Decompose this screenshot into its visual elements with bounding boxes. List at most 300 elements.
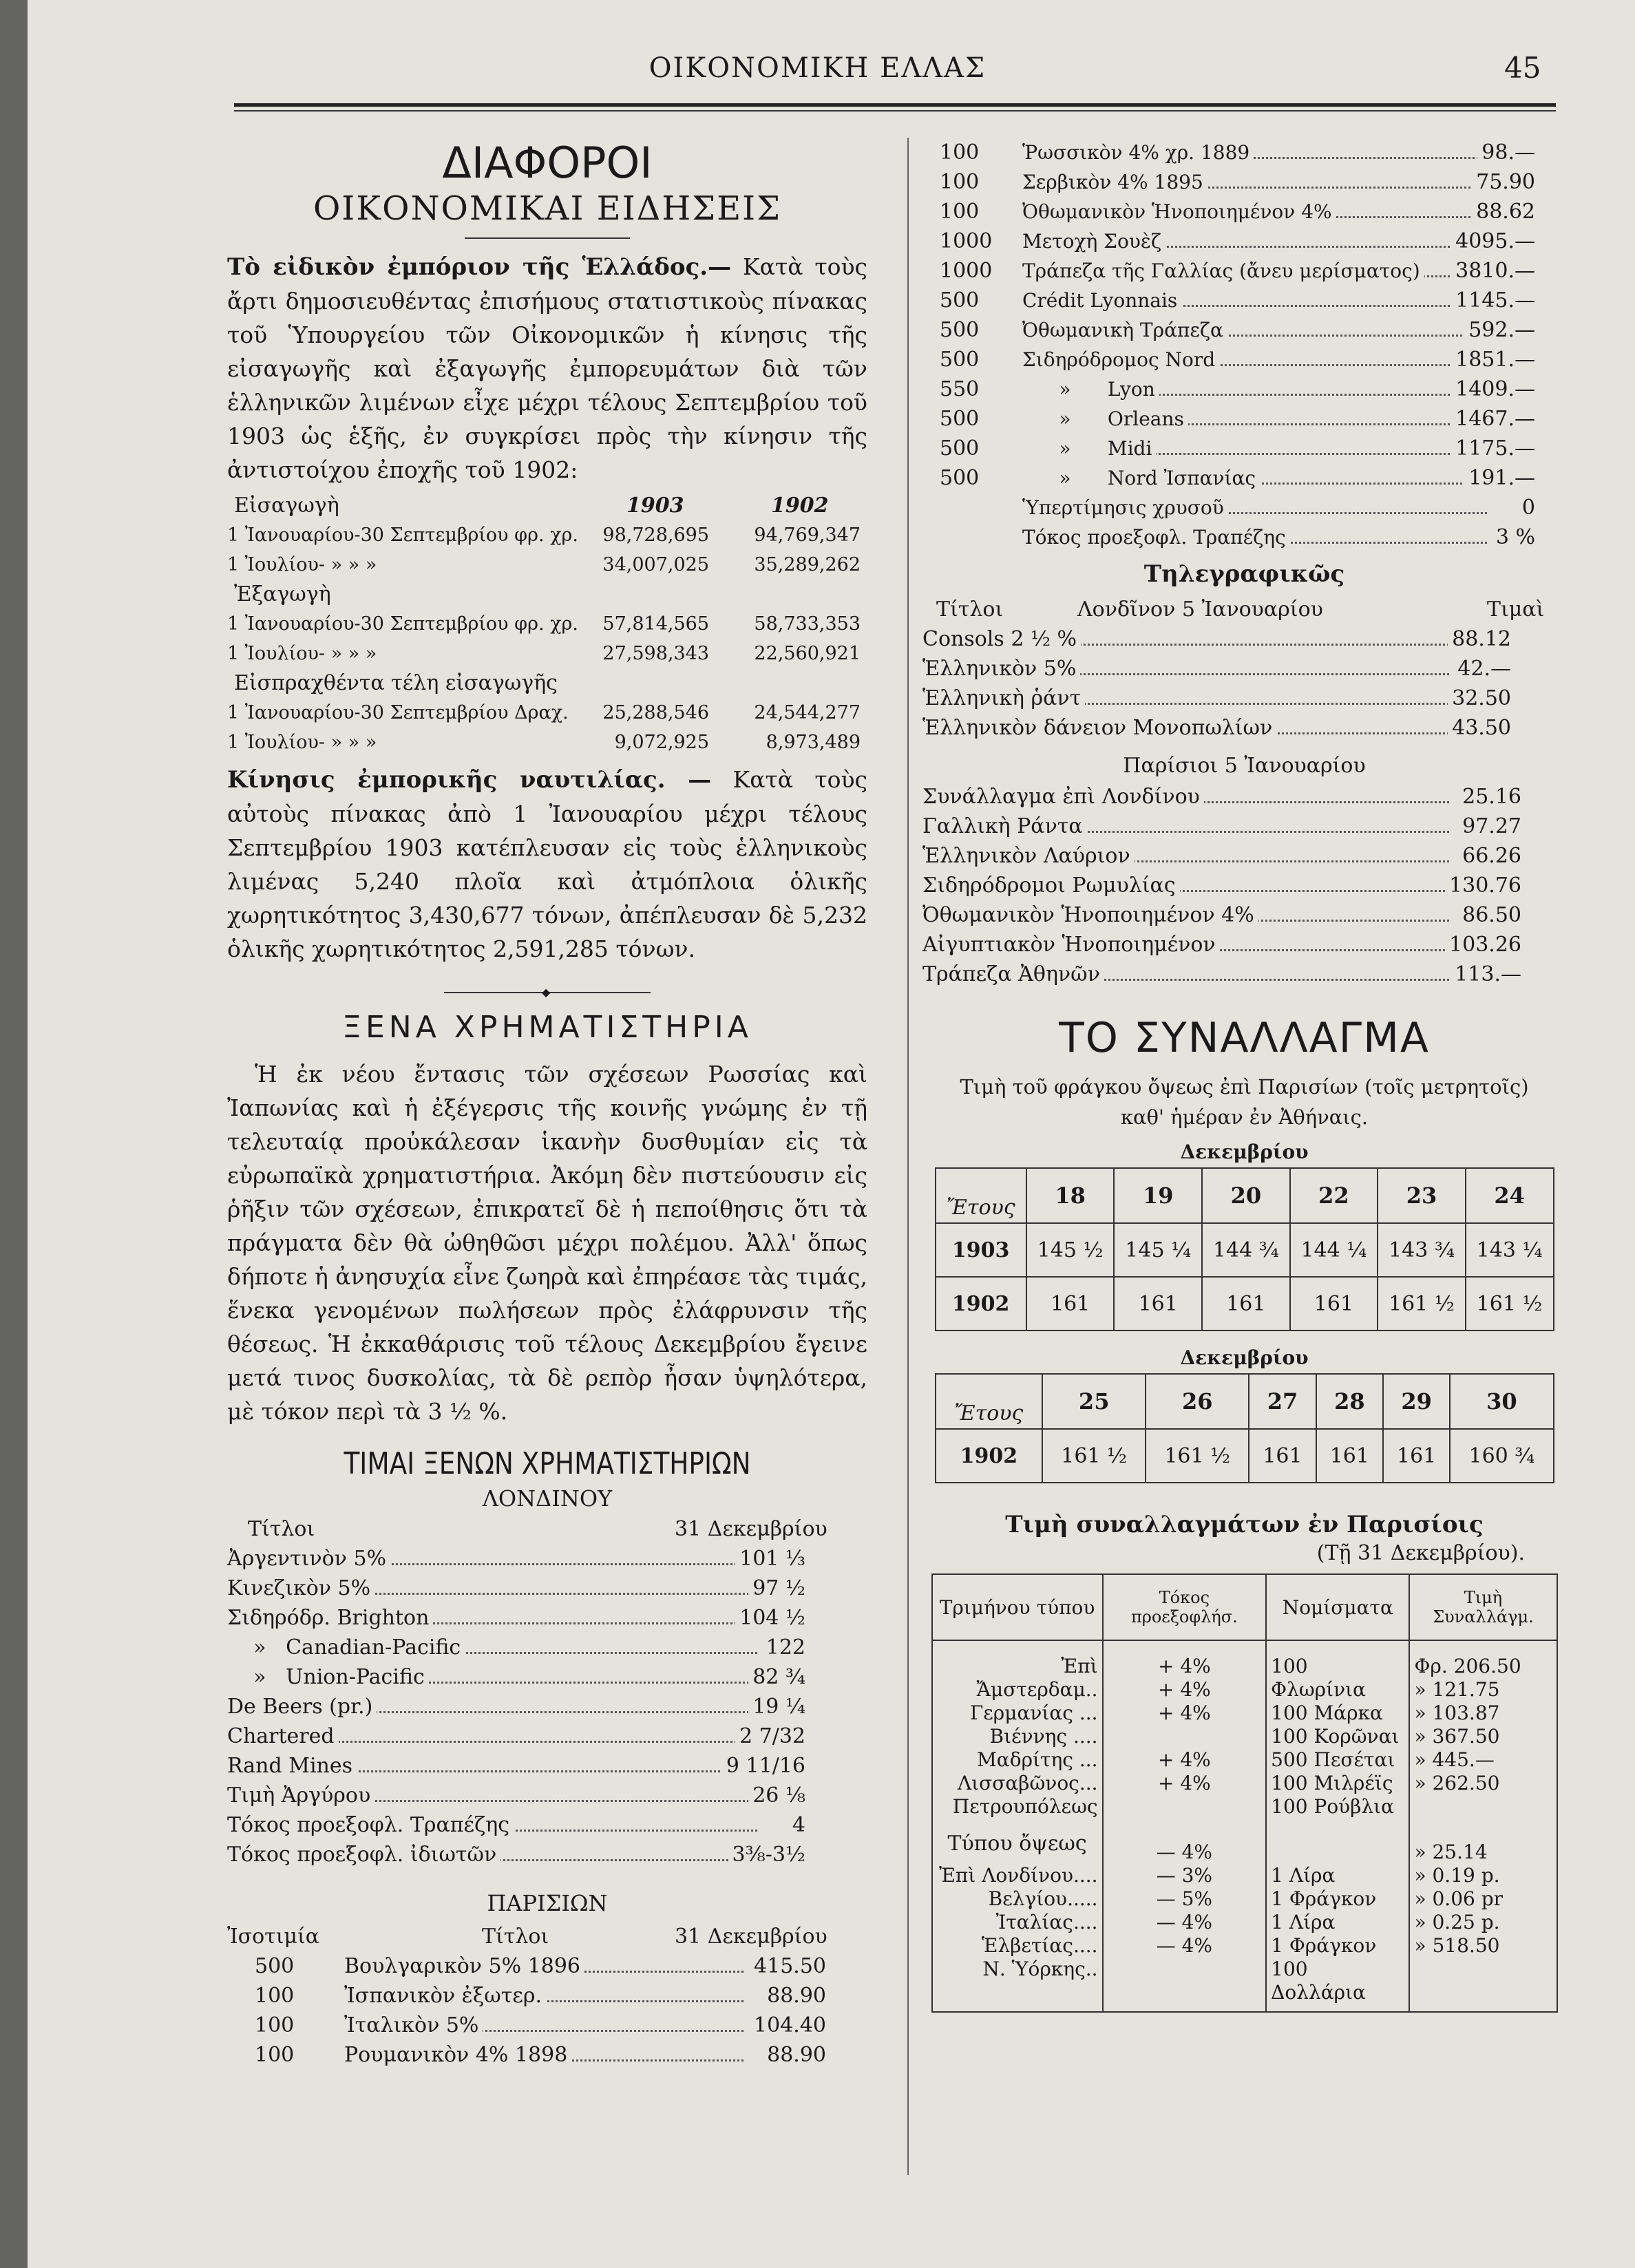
telegraph-row-label: Ἑλληνικὴ ῥάντ: [922, 683, 1085, 713]
telegraph-london-list: [922, 624, 1566, 743]
rates-discount: [1103, 1640, 1267, 2012]
rates-place: Γερμανίας ...: [969, 1702, 1098, 1724]
telegraph-paris-row-value: 66.26: [1458, 841, 1521, 871]
trade-row-label: 1 Ἰανουαρίου-30 Σεπτεμβρίου φρ. χρ.: [227, 613, 578, 635]
paris-row-value: 1409.—: [1451, 374, 1535, 404]
rates-currency: [1266, 1640, 1409, 2012]
trade-value-1903: 57,814,565: [602, 613, 709, 635]
london-row: [227, 1751, 867, 1781]
rates-body: [932, 1640, 1557, 2012]
paris-row-value: 3810.—: [1451, 256, 1535, 286]
paris-price-list-continued: [922, 138, 1566, 552]
paris-row-value: 75.90: [1472, 167, 1535, 197]
telegraph-paris-row-label: Ἑλληνικὸν Λαύριον: [922, 841, 1135, 871]
fx1-rate: 161: [1202, 1277, 1290, 1331]
telegraph-row: [922, 713, 1566, 743]
paris-row-value: 4095.—: [1451, 226, 1535, 256]
rates-val: » 25.14: [1414, 1841, 1488, 1863]
page-number: 45: [1504, 51, 1541, 85]
london-row-label: Κινεζικὸν 5%: [227, 1573, 375, 1603]
rates-val: » 0.19 p.: [1414, 1864, 1500, 1887]
fx2-day: 27: [1249, 1374, 1316, 1429]
rates-place: Ἐπὶ Ἄμστερδαμ..: [976, 1655, 1098, 1701]
london-row-value: 19 ¼: [748, 1692, 805, 1721]
rates-val: » 121.75: [1414, 1678, 1500, 1701]
london-price-list: [227, 1544, 867, 1869]
trade-row: [227, 728, 867, 757]
fx1-year: 1902: [936, 1277, 1026, 1331]
trade-row: [227, 550, 867, 580]
fx-table-2: [922, 1373, 1566, 1483]
paris-row-label: Σιδηρόδρομος Nord: [1022, 345, 1219, 374]
rates-header-cell: Νομίσματα: [1266, 1574, 1409, 1640]
telegraph-paris-row-value: 103.26: [1445, 930, 1521, 960]
trade-year-1903: 1903: [626, 494, 684, 518]
trade-value-1903: 98,728,695: [602, 524, 709, 546]
london-row: [227, 1840, 867, 1869]
paris-row-value: 1145.—: [1451, 286, 1535, 315]
trade-row-label: 1 Ἰανουαρίου-30 Σεπτεμβρίου Δραχ.: [227, 702, 569, 723]
paris-row-label: Ῥωσσικὸν 4% χρ. 1889: [1022, 138, 1254, 167]
london-row-value: 2 7/32: [735, 1721, 805, 1751]
fx1-head: [936, 1168, 1554, 1223]
rates-cur: 100 Δολλάρια: [1271, 1958, 1366, 2004]
paris-row-label: Τράπεζα τῆς Γαλλίας (ἄνευ μερίσματος): [1022, 256, 1424, 286]
prices-title: ΤΙΜΑΙ ΞΕΝΩΝ ΧΡΗΜΑΤΙΣΤΗΡΙΩΝ: [344, 1446, 751, 1481]
trade-row-label: 1 Ἰουλίου- » » »: [227, 554, 377, 575]
trade-heading: Τὸ εἰδικὸν ἐμπόριον τῆς Ἑλλάδος.—: [227, 253, 732, 281]
fx1-rate: 161 ½: [1378, 1277, 1466, 1331]
rates-val: » 367.50: [1414, 1725, 1500, 1748]
fx1-rate: 143 ¾: [1378, 1223, 1466, 1277]
rates-rate: — 4%: [1156, 1934, 1213, 1957]
paris-row-value: 415.50: [750, 1951, 826, 1981]
rates-place: Ἐπὶ Λονδίνου....: [938, 1864, 1098, 1887]
london-row-value: 82 ¾: [748, 1662, 805, 1692]
paris-header: Ἰσοτιμία Τίτλοι 31 Δεκεμβρίου: [227, 1925, 827, 1949]
rates-cur: 100 Κορῶναι: [1271, 1725, 1400, 1748]
trade-row-label: 1 Ἰανουαρίου-30 Σεπτεμβρίου φρ. χρ.: [227, 524, 578, 546]
trade-row: [227, 639, 867, 668]
telegraph-paris-row-label: Τράπεζα Ἀθηνῶν: [922, 960, 1104, 989]
header-rule-thin: [234, 110, 1556, 112]
london-row-label: Τιμὴ Ἀργύρου: [227, 1781, 375, 1810]
fx-month-1: Δεκεμβρίου: [1180, 1141, 1309, 1163]
fx2-day: 28: [1316, 1374, 1383, 1429]
trade-row: [227, 698, 867, 728]
trade-value-1902: 8,973,489: [766, 732, 861, 753]
rates-place: Πετρουπόλεως: [952, 1795, 1098, 1818]
paris-row-quantity: 500: [940, 436, 980, 460]
telegraph-row-label: Consols 2 ½ %: [922, 624, 1081, 654]
rates-place: Μαδρίτης ...: [977, 1748, 1098, 1771]
paris-row: [922, 286, 1566, 315]
paris-row-quantity: 550: [940, 377, 980, 401]
fx1-rate: 161: [1290, 1277, 1378, 1331]
fx2-rate: 161 ½: [1146, 1429, 1249, 1483]
paris-row-quantity: 100: [255, 2013, 295, 2037]
rates-rate: + 4%: [1157, 1678, 1211, 1701]
rates-header-cell: Τόκος προεξοφλήσ.: [1103, 1574, 1267, 1640]
rates-header-cell: Τριμήνου τύπου: [932, 1574, 1103, 1640]
fx2-year: 1902: [936, 1429, 1043, 1483]
fx1-day: 22: [1290, 1168, 1378, 1223]
paris-row-quantity: 500: [940, 318, 980, 342]
paris-row-value: 88.90: [763, 1981, 826, 2011]
paris-row-value: 592.—: [1464, 315, 1535, 345]
fx2-day: 25: [1042, 1374, 1146, 1429]
fx1-rate: 161: [1026, 1277, 1115, 1331]
telegraph-paris-row-label: Γαλλικὴ Ράντα: [922, 812, 1087, 841]
telegraph-paris-row-value: 25.16: [1458, 782, 1521, 812]
fx1-rate: 143 ¼: [1466, 1223, 1554, 1277]
fx1-rate: 145 ¼: [1114, 1223, 1202, 1277]
fx2-day: 30: [1450, 1374, 1553, 1429]
london-row: [227, 1544, 867, 1573]
rates-spacer: [1271, 1832, 1404, 1856]
rates-header-cell: Τιμὴ Συναλλάγμ.: [1409, 1574, 1557, 1640]
london-row: [227, 1721, 867, 1751]
trade-row-label: 1 Ἰουλίου- » » »: [227, 643, 377, 664]
fx1-day: 24: [1466, 1168, 1554, 1223]
fx1-day: 19: [1114, 1168, 1202, 1223]
rates-rate: [1108, 1725, 1262, 1748]
rates-cur: 1 Λίρα: [1271, 1864, 1336, 1887]
rates-cur: 100 Φλωρίνια: [1271, 1655, 1367, 1701]
telegraph-paris-list: [922, 782, 1566, 989]
rates-val: » 445.—: [1414, 1748, 1495, 1771]
telegraph-paris-row: [922, 960, 1566, 989]
fx2-grid: [935, 1373, 1554, 1483]
london-row-label: Τόκος προεξοφλ. ἰδιωτῶν: [227, 1840, 500, 1869]
rates-places: [932, 1640, 1103, 2012]
paris-row: [227, 1981, 867, 2011]
rates-rate: + 4%: [1157, 1772, 1211, 1794]
paris-row: [922, 315, 1566, 345]
paris-row-value: 1175.—: [1451, 434, 1535, 463]
telegraph-paris-row-value: 86.50: [1458, 900, 1521, 930]
telegraph-row-value: 88.12: [1448, 624, 1511, 654]
paris-row-value: 104.40: [750, 2011, 826, 2040]
right-column: [922, 138, 1566, 2013]
london-row-value: 26 ⅛: [748, 1781, 805, 1810]
paris-row: [227, 1951, 867, 1981]
paris-row-quantity: 500: [940, 407, 980, 431]
london-row: [227, 1573, 867, 1603]
paris-row-value: 191.—: [1464, 463, 1535, 493]
london-row-value: 122: [762, 1633, 805, 1662]
rates-rate: — 5%: [1156, 1887, 1213, 1910]
telegraph-title: Τηλεγραφικῶς: [1143, 560, 1345, 588]
paris-row-quantity: 100: [255, 1984, 295, 2008]
rates-sight-title: Τύπου ὄψεως: [947, 1832, 1087, 1856]
rates-spacer: [1414, 1809, 1552, 1832]
section-subtitle: ΟΙΚΟΝΟΜΙΚΑΙ ΕΙΔΗΣΕΙΣ: [313, 189, 782, 228]
rates-place: Βελγίου.....: [988, 1887, 1098, 1910]
rates-val: » 0.06 pr: [1414, 1887, 1504, 1910]
paris-row-label: Ἰσπανικὸν ἐξωτερ.: [344, 1981, 546, 2011]
fx1-rate: 144 ¼: [1290, 1223, 1378, 1277]
london-row: [227, 1603, 867, 1633]
fx2-rate: 161: [1249, 1429, 1316, 1483]
telegraph-row-label: Ἑλληνικὸν δάνειον Μονοπωλίων: [922, 713, 1276, 743]
london-row: [227, 1692, 867, 1721]
fx1-rate: 161 ½: [1466, 1277, 1554, 1331]
paris-row-quantity: 100: [940, 140, 980, 165]
london-row: [227, 1633, 867, 1662]
telegraph-paris-row-label: Αἰγυπτιακὸν Ἡνοποιημένον: [922, 930, 1220, 960]
trade-value-1903: 25,288,546: [602, 702, 709, 723]
section-title: ΔΙΑΦΟΡΟΙ: [442, 138, 653, 188]
trade-value-1902: 94,769,347: [754, 524, 861, 546]
rates-rate: + 4%: [1157, 1655, 1211, 1677]
rates-cur: 500 Πεσέται: [1271, 1748, 1395, 1771]
rates-place: Λισσαβῶνος...: [957, 1772, 1098, 1794]
telegraph-row: [922, 624, 1566, 654]
header-rule: [234, 103, 1556, 107]
paris-row-quantity: 1000: [940, 259, 993, 283]
exchange-subtitle: Τιμὴ τοῦ φράγκου ὄψεως ἐπὶ Παρισίων (τοῖς μετρητοῖς) καθ' ἡμέραν ἐν Ἀθήναις.: [960, 1075, 1529, 1129]
london-row: [227, 1810, 867, 1840]
paris-row-value: 1851.—: [1451, 345, 1535, 374]
london-row-value: 104 ½: [735, 1603, 805, 1633]
trade-section-title: Ἐξαγωγὴ: [234, 582, 331, 606]
trade-value-1903: 34,007,025: [602, 554, 709, 575]
rates-val: » 103.87: [1414, 1702, 1500, 1724]
trade-row: [227, 609, 867, 639]
paris-row-value: 88.90: [763, 2040, 826, 2070]
paris-row-quantity: 500: [255, 1954, 295, 1978]
rates-cur: 100 Ρούβλια: [1271, 1795, 1395, 1818]
london-title: ΛΟΝΔΙΝΟΥ: [482, 1485, 613, 1512]
paris-row-quantity: 100: [255, 2043, 295, 2067]
rates-cur: 1 Φράγκον: [1271, 1934, 1377, 1957]
fx1-row: [936, 1223, 1554, 1277]
paris-row-label: Σερβικὸν 4% 1895: [1022, 167, 1207, 197]
telegraph-paris-row: [922, 782, 1566, 812]
telegraph-paris-row: [922, 930, 1566, 960]
paris-row-label: Μετοχὴ Σουὲζ: [1022, 226, 1165, 256]
rates-place: Ἑλβετίας....: [981, 1934, 1098, 1957]
fx2-rate: 160 ¾: [1450, 1429, 1553, 1483]
london-row-label: Σιδηρόδρ. Brighton: [227, 1603, 433, 1633]
london-row-label: De Beers (pr.): [227, 1692, 377, 1721]
london-row-label: Τόκος προεξοφλ. Τραπέζης: [227, 1810, 514, 1840]
fx1-rate: 145 ½: [1026, 1223, 1115, 1277]
telegraph-paris-row-value: 113.—: [1451, 960, 1521, 989]
trade-row-label: 1 Ἰουλίου- » » »: [227, 732, 377, 753]
rates-rate: + 4%: [1157, 1748, 1211, 1771]
telegraph-paris-row: [922, 812, 1566, 841]
telegraph-paris-row: [922, 871, 1566, 900]
trade-value-1903: 27,598,343: [602, 643, 709, 664]
trade-value-1902: 58,733,353: [754, 613, 861, 635]
title-rule: [465, 237, 630, 239]
rates-rate: + 4%: [1157, 1702, 1211, 1724]
paris-row-label: Ὀθωμανικὴ Τράπεζα: [1022, 315, 1227, 345]
trade-section-title: Εἰσπραχθέντα τέλη εἰσαγωγῆς: [234, 671, 558, 695]
trade-table: [227, 491, 867, 757]
paris-row-quantity: 100: [940, 170, 980, 194]
fx-table-1: [922, 1167, 1566, 1331]
telegraph-row-value: 42.—: [1453, 654, 1511, 683]
london-row-value: 101 ⅓: [735, 1544, 805, 1573]
rates-place: Ν. Ὑόρκης..: [982, 1958, 1098, 1980]
trade-row: [227, 520, 867, 550]
bourse-title: ΞΕΝΑ ΧΡΗΜΑΤΙΣΤΗΡΙΑ: [342, 1010, 752, 1045]
paris-row: [922, 404, 1566, 434]
paris-row-value: 0: [1518, 493, 1535, 522]
left-column: [227, 131, 867, 2070]
paris-row-label: » Nord Ἰσπανίας: [1022, 463, 1260, 493]
trade-section-title: Εἰσαγωγὴ: [234, 494, 339, 518]
running-header: ΟΙΚΟΝΟΜΙΚΗ ΕΛΛΑΣ: [648, 52, 987, 84]
paris-row: [922, 522, 1566, 552]
rates-val: » 262.50: [1414, 1772, 1500, 1794]
telegraph-paris-row-value: 97.27: [1458, 812, 1521, 841]
rates-val: » 0.25 p.: [1414, 1911, 1500, 1933]
paris-row-label: Ρουμανικὸν 4% 1898: [344, 2040, 571, 2070]
rates-place: Βιέννης ....: [989, 1725, 1098, 1748]
fx1-day: 18: [1026, 1168, 1115, 1223]
rates-grid: [931, 1573, 1558, 2013]
trade-value-1902: 35,289,262: [754, 554, 861, 575]
rates-title: Τιμὴ συναλλαγμάτων ἐν Παρισίοις: [1005, 1511, 1484, 1538]
paris-row-label: » Orleans: [1022, 404, 1188, 434]
london-row-label: Chartered: [227, 1721, 339, 1751]
telegraph-paris-title: Παρίσιοι 5 Ἰανουαρίου: [1123, 754, 1366, 778]
paris-row-label: » Midi: [1022, 434, 1156, 463]
rates-head: [932, 1574, 1557, 1640]
paris-row: [922, 138, 1566, 167]
london-row: [227, 1662, 867, 1692]
telegraph-row-value: 43.50: [1448, 713, 1511, 743]
paris-row-value: 1467.—: [1451, 404, 1535, 434]
rates-cur: 100 Μιλρέϊς: [1271, 1772, 1393, 1794]
fx1-day: 23: [1378, 1168, 1466, 1223]
rates-place: Ἰταλίας....: [995, 1911, 1098, 1933]
paris-row: [922, 197, 1566, 226]
fx1-rate: 144 ¾: [1202, 1223, 1290, 1277]
trade-paragraph: Τὸ εἰδικὸν ἐμπόριον τῆς Ἑλλάδος.— Κατὰ τοὺς ἄρτι δημοσιευθέντας ἐπισήμους στατιστικοὺς πίνακας τοῦ Ὑπουργείου τῶν Οἰκονομικῶν ἡ κίνησις τῆς εἰσαγωγῆς καὶ ἐξαγωγῆς ἐμπορευμάτων διὰ τῶν ἑλληνικῶν λιμένων εἶχε μέχρι τέλους Σεπτεμβρίου τοῦ 1903 ὡς ἑξῆς, ἐν συγκρίσει πρὸς τὴν κίνησιν τῆς ἀντιστοίχου ἐποχῆς τοῦ 1902:: [227, 253, 867, 483]
paris-price-list: [227, 1951, 867, 2070]
paris-row: [922, 345, 1566, 374]
rates-cur: 1 Φράγκον: [1271, 1887, 1377, 1910]
exchange-title: ΤΟ ΣΥΝΑΛΛΑΓΜΑ: [1059, 1014, 1430, 1062]
paris-row-quantity: 100: [940, 200, 980, 224]
fx1-year: 1903: [936, 1223, 1026, 1277]
paris-row-quantity: 500: [940, 466, 980, 490]
paris-row: [922, 226, 1566, 256]
trade-value-1902: 22,560,921: [754, 643, 861, 664]
fx2-head: [936, 1374, 1554, 1429]
paris-row: [922, 374, 1566, 404]
fx2-day: 29: [1383, 1374, 1450, 1429]
fx1-grid: [935, 1167, 1554, 1331]
telegraph-paris-row-label: Ὀθωμανικὸν Ἡνοποιημένον 4%: [922, 900, 1258, 930]
bourse-paragraph: Ἡ ἐκ νέου ἔντασις τῶν σχέσεων Ρωσσίας καὶ Ἰαπωνίας καὶ ἡ ἐξέγερσις τῆς κοινῆς γνώμης ἐν τῇ τελευταίᾳ προὐκάλεσαν ἱκανὴν δυσθυμίαν εἰς τὰ εὐρωπαϊκὰ χρηματιστήρια. Ἀκόμη δὲν πιστεύουσιν εἰς ῥῆξιν τῶν σχέσεων, ἐπικρατεῖ δὲ ἡ πεποίθησις ὅτι τὰ πράγματα δὲν θὰ ὠθηθῶσι μέχρι πολέμου. Ἀλλ' ὅπως δήποτε ἡ ἀνησυχία εἶνε ζωηρὰ καὶ ἐπηρέασε τὰς τιμάς, ἕνεκα γενομένων πωλήσεων πρὸς ἐλάφρυνσιν τῆς θέσεως. Ἡ ἐκκαθάρισις τοῦ τέλους Δεκεμβρίου ἔγεινε μετά τινος δυσκολίας, τὰ δὲ ρεπὸρ ἦσαν ὑψηλότερα, μὲ τόκον περὶ τὰ 3 ½ %.: [227, 1061, 867, 1425]
paris-row-label: Ἰταλικὸν 5%: [344, 2011, 483, 2040]
fx2-day: 26: [1146, 1374, 1249, 1429]
paris-row: [227, 2011, 867, 2040]
paris-row: [922, 463, 1566, 493]
telegraph-row: [922, 683, 1566, 713]
london-row-label: Rand Mines: [227, 1751, 357, 1781]
trade-year-1902: 1902: [771, 494, 829, 518]
paris-row-value: 88.62: [1472, 197, 1535, 226]
ornament-rule: ◆: [444, 992, 651, 993]
london-row: [227, 1781, 867, 1810]
fx-month-2: Δεκεμβρίου: [1180, 1346, 1309, 1369]
london-row-value: 4: [788, 1810, 805, 1840]
rates-rate: — 4%: [1156, 1911, 1213, 1933]
london-row-label: » Union-Pacific: [227, 1662, 429, 1692]
london-row-label: Ἀργεντινὸν 5%: [227, 1544, 390, 1573]
london-row-value: 97 ½: [748, 1573, 805, 1603]
rates-subtitle: (Τῇ 31 Δεκεμβρίου).: [1316, 1541, 1525, 1565]
rates-table: [922, 1573, 1566, 2013]
telegraph-header: Τίτλοι Λονδῖνον 5 Ἰανουαρίου Τιμαὶ: [936, 597, 1545, 622]
paris-row-label: » Lyon: [1022, 374, 1159, 404]
fx2-rate: 161: [1316, 1429, 1383, 1483]
london-header: Τίτλοι 31 Δεκεμβρίου: [248, 1517, 827, 1541]
paris-row: [922, 256, 1566, 286]
paris-row-label: Ὑπερτίμησις χρυσοῦ: [1022, 493, 1228, 522]
rates-cur: 1 Λίρα: [1271, 1911, 1336, 1933]
fx2-row: [936, 1429, 1554, 1483]
fx1-day: 20: [1202, 1168, 1290, 1223]
trade-value-1903: 9,072,925: [614, 732, 709, 753]
paris-row-quantity: 500: [940, 348, 980, 372]
telegraph-paris-row-value: 130.76: [1445, 871, 1521, 900]
paris-row-quantity: 500: [940, 288, 980, 312]
rates-price: [1409, 1640, 1557, 2012]
telegraph-paris-row-label: Συνάλλαγμα ἐπὶ Λονδίνου: [922, 782, 1204, 812]
rates-spacer: [1108, 1809, 1262, 1832]
trade-value-1902: 24,544,277: [754, 702, 861, 723]
paris-row-value: 3 %: [1492, 522, 1535, 552]
paris-row-value: 98.—: [1477, 138, 1535, 167]
paris-row-quantity: 1000: [940, 229, 993, 253]
fx1-row: [936, 1277, 1554, 1331]
paris-row: [227, 2040, 867, 2070]
fx2-rate: 161 ½: [1042, 1429, 1146, 1483]
fx2-corner: Ἔτους: [936, 1374, 1043, 1429]
column-divider: [907, 138, 909, 2175]
telegraph-paris-row: [922, 900, 1566, 930]
paris-row: [922, 493, 1566, 522]
shipping-paragraph: Κίνησις ἐμπορικῆς ναυτιλίας. — Κατὰ τοὺς αὐτοὺς πίνακας ἀπὸ 1 Ἰανουαρίου μέχρι τέλους Σεπτεμβρίου 1903 κατέπλευσαν εἰς τοὺς ἑλληνικοὺς λιμένας 5,240 πλοῖα καὶ ἀτμόπλοια ὁλικῆς χωρητικότητος 3,430,677 τόνων, ἀπέπλευσαν δὲ 5,232 ὁλικῆς χωρητικότητος 2,591,285 τόνων.: [227, 766, 867, 962]
telegraph-paris-row: [922, 841, 1566, 871]
rates-val: Φρ. 206.50: [1414, 1655, 1521, 1677]
london-row-label: » Canadian-Pacific: [227, 1633, 465, 1662]
fx1-corner: Ἔτους: [936, 1168, 1026, 1223]
paris-row: [922, 167, 1566, 197]
rates-rate: — 4%: [1156, 1841, 1213, 1863]
rates-val: » 518.50: [1414, 1934, 1500, 1957]
telegraph-row-label: Ἑλληνικὸν 5%: [922, 654, 1080, 683]
fx2-rate: 161: [1383, 1429, 1450, 1483]
paris-title: ΠΑΡΙΣΙΩΝ: [487, 1890, 608, 1916]
telegraph-row: [922, 654, 1566, 683]
paris-row-label: Ὀθωμανικὸν Ἡνοποιημένον 4%: [1022, 197, 1336, 226]
rates-rate: — 3%: [1156, 1864, 1213, 1887]
paris-row-label: Βουλγαρικὸν 5% 1896: [344, 1951, 584, 1981]
paris-row: [922, 434, 1566, 463]
rates-cur: 100 Μάρκα: [1271, 1702, 1383, 1724]
fx1-rate: 161: [1114, 1277, 1202, 1331]
shipping-heading: Κίνησις ἐμπορικῆς ναυτιλίας. —: [227, 766, 712, 794]
